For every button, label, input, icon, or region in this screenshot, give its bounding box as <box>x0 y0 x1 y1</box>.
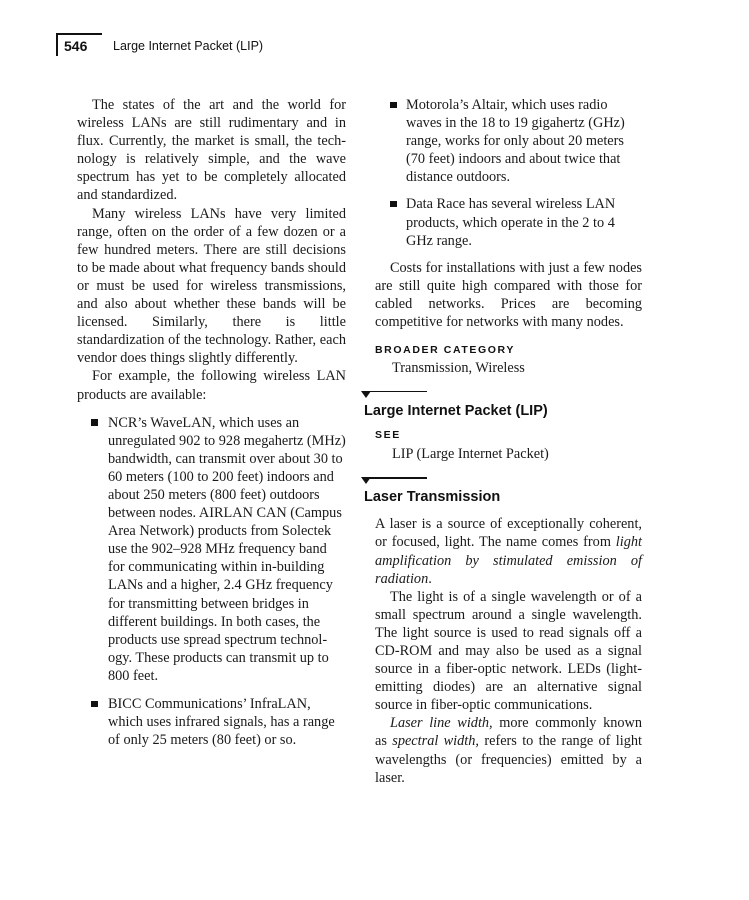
entry-divider <box>361 391 642 401</box>
list-item-text: Data Race has several wireless LAN products, which operate in the 2 to 4 GHz range. <box>406 196 616 249</box>
square-bullet-icon <box>390 201 397 208</box>
term: spectral width, <box>392 733 479 750</box>
right-column <box>364 96 642 787</box>
list-item-text: Motorola’s Altair, which uses radio waves in the 18 to 19 gigahertz (GHz) range, works for only about 20 meters (70 feet) indoors and about twice that distance outdoors. <box>406 97 625 186</box>
paragraph: Many wireless LANs have very limited range, often on the order of a few dozen or a few hundred meters. There are still decisions to be made about what frequency bands should or must be used for wireless transmissions, and also about whether these bands will be licensed. Similarly, there is little standardization of the technology. Rather, each vendor does things slightly differently. <box>77 205 346 367</box>
italic-phrase: light amplification by stimulated emission of radiation <box>375 534 642 587</box>
see-reference: LIP (Large Internet Packet) <box>392 446 549 463</box>
broader-category-value: Transmission, Wireless <box>392 360 525 377</box>
entry-title-lip: Large Internet Packet (LIP) <box>364 403 548 420</box>
running-title: Large Internet Packet (LIP) <box>113 39 264 53</box>
left-column <box>77 96 346 749</box>
paragraph: The states of the art and the world for wireless LANs are still rudimentary and in flux. Currently, the market is small, the technology is relatively simple, and the wave spectrum has yet to be completely allocated and standardized. <box>77 97 346 204</box>
divider-line <box>365 391 427 392</box>
paragraph: Laser line width, more commonly known as spectral width, refers to the range of light wavelengths (or frequencies) emitted by a laser. <box>375 715 642 786</box>
laser-entry-body <box>375 515 642 786</box>
product-list <box>77 414 346 750</box>
paragraph: A laser is a source of exceptionally coherent, or focused, light. The name comes from light amplification by stimulated emission of radiation. <box>375 516 642 587</box>
entry-divider <box>361 477 642 487</box>
triangle-marker-icon <box>361 477 371 484</box>
entry-title-laser-transmission: Laser Transmission <box>364 489 501 506</box>
list-item-text: BICC Communications’ InfraLAN, which uses infrared signals, has a range of only 25 meters (80 feet) or so. <box>108 696 335 749</box>
paragraph: Costs for installations with just a few nodes are still quite high compared with those for cabled networks. Prices are becoming competitive for networks with many nodes. <box>375 259 642 331</box>
square-bullet-icon <box>390 102 397 109</box>
square-bullet-icon <box>91 701 98 708</box>
broader-category-label: BROADER CATEGORY <box>375 344 515 357</box>
header-rule-horizontal <box>56 33 102 35</box>
list-item <box>77 414 346 685</box>
triangle-marker-icon <box>361 391 371 398</box>
header-rule-vertical <box>56 33 58 56</box>
list-item <box>77 695 346 749</box>
page-number: 546 <box>64 38 88 54</box>
see-label: SEE <box>375 429 401 442</box>
divider-line <box>365 477 427 478</box>
list-item <box>372 96 642 186</box>
paragraph: For example, the following wireless LAN products are available: <box>77 368 346 403</box>
list-item-text: NCR’s WaveLAN, which uses an unregulated 902 to 928 megahertz (MHz) bandwidth, can transmit over about 30 to 60 meters (100 to 200 feet) indoors and about 250 meters (800 feet) outdoors between nodes. AIRLAN CAN (Campus Area Network) products from Solectek use the 902–928 MHz frequency band for communicating within in-building LANs and a higher, 2.4 GHz frequency for transmitting between bridges in different buildings. In both cases, the products use spread spectrum technology. These products can transmit up to 800 feet. <box>108 414 346 684</box>
term: Laser line width, <box>390 715 493 732</box>
square-bullet-icon <box>91 419 98 426</box>
list-item <box>372 195 642 249</box>
paragraph: The light is of a single wavelength or of a small spectrum around a single wavelength. The light source is used to read signals off a CD-ROM and may also be used as a signal source in a fiber-optic network. LEDs (light-emitting diodes) are an alternative signal source in fiber-optic communications. <box>375 588 642 714</box>
product-list-continued <box>372 96 642 250</box>
